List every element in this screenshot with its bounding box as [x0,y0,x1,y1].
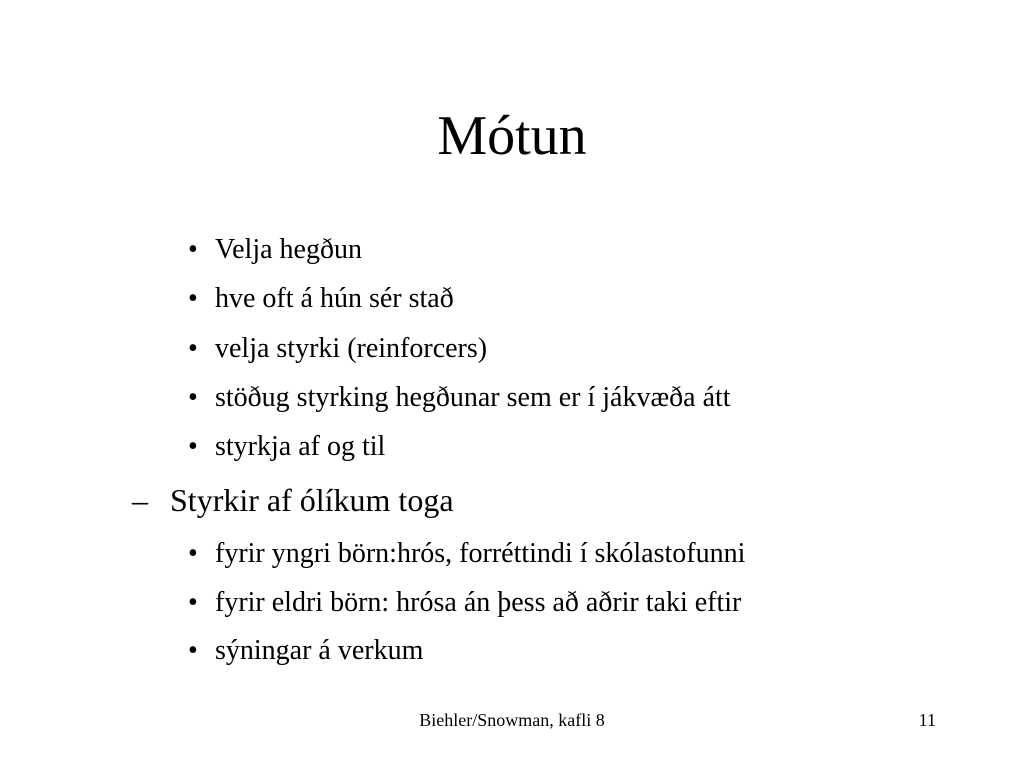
bullet-marker: • [188,234,198,265]
bullet-marker: • [188,382,198,413]
list-item [188,429,385,465]
list-item-text: velja styrki (reinforcers) [215,333,488,364]
list-item [188,633,423,669]
slide-number: 11 [918,710,936,730]
list-item [188,331,487,367]
list-item-text: stöðug styrking hegðunar sem er í jákvæða átt [215,382,731,413]
list-item [188,281,454,317]
bullet-marker: • [188,431,198,462]
list-item [188,232,362,268]
list-item-text: Velja hegðun [215,234,362,265]
list-item-text: fyrir eldri börn: hrósa án þess að aðrir taki eftir [215,587,742,618]
list-item-text: styrkja af og til [215,431,386,462]
list-item-text: fyrir yngri börn:hrós, forréttindi í skólastofunni [215,538,746,569]
list-item [188,536,745,572]
slide-footer: Biehler/Snowman, kafli 8 [419,710,605,730]
bullet-marker: • [188,283,198,314]
bullet-marker: • [188,333,198,364]
bullet-marker: • [188,587,198,618]
slide-title: Mótun [437,105,587,167]
bullet-marker: • [188,635,198,666]
list-item-text: hve oft á hún sér stað [215,283,454,314]
bullet-marker: • [188,538,198,569]
list-item-text: sýningar á verkum [215,635,424,666]
list-item [188,585,741,621]
dash-marker: – [132,482,148,518]
list-item-text: Styrkir af ólíkum toga [170,482,454,518]
list-item [132,480,454,520]
list-item [188,380,731,416]
